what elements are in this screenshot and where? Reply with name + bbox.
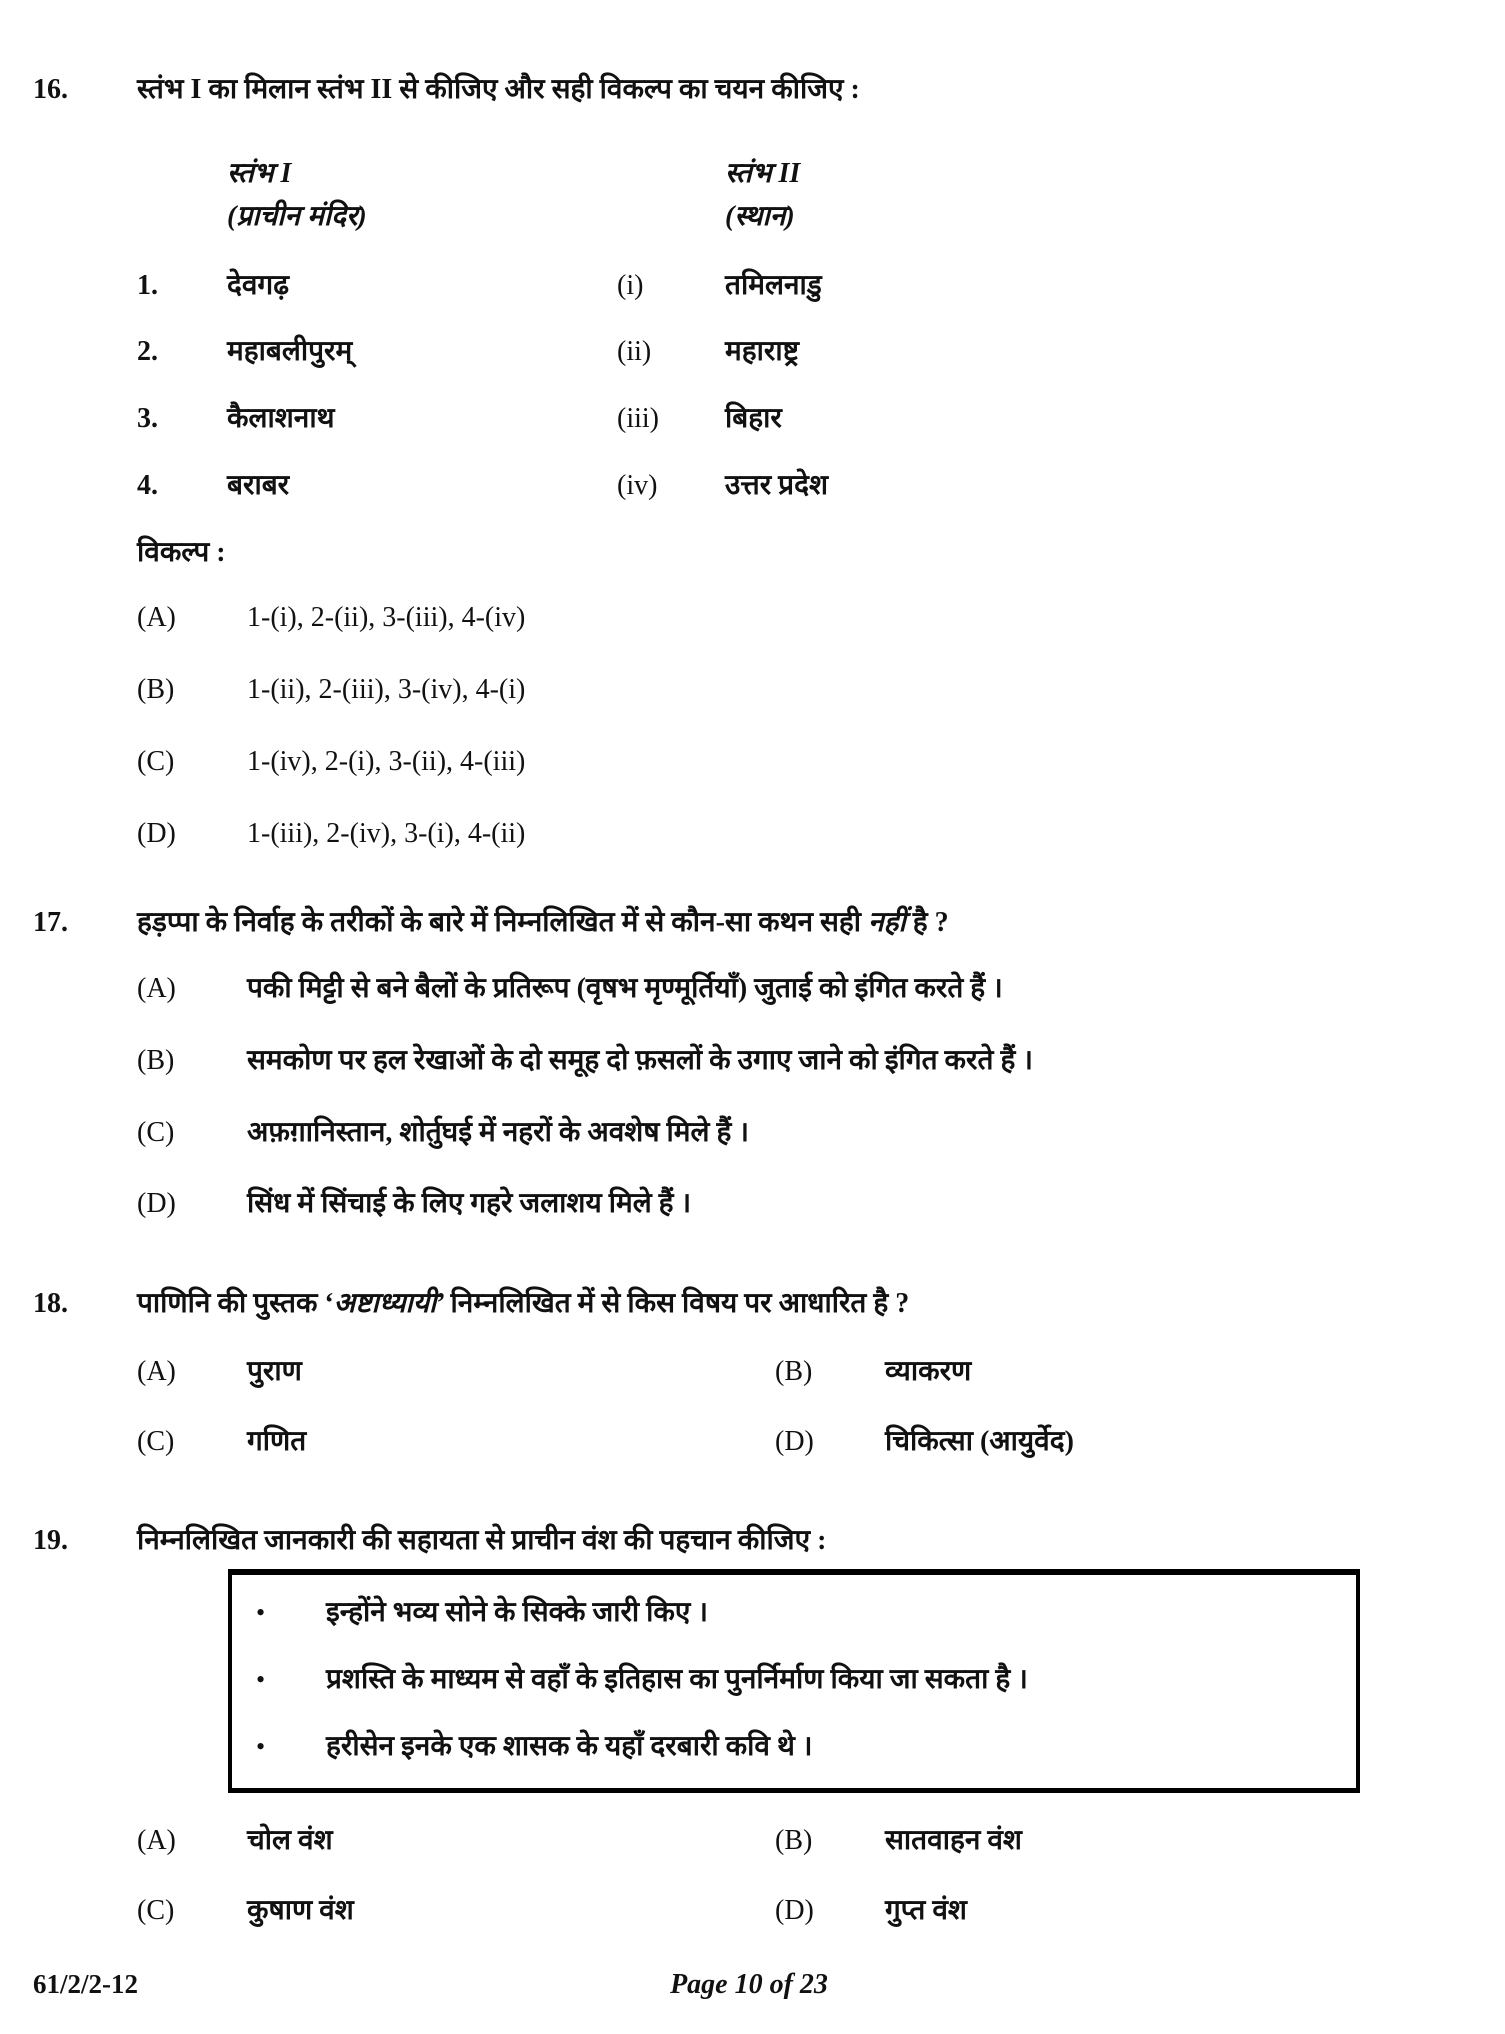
match-row-roman: (ii) [617, 336, 652, 368]
bullet-icon: • [256, 1664, 266, 1694]
q17-text-after: है ? [905, 907, 949, 939]
bullet-icon: • [256, 1598, 266, 1628]
question-18-number: 18. [33, 1288, 68, 1320]
option-text: चोल वंश [247, 1825, 333, 1857]
match-row-sn: 3. [137, 403, 158, 435]
paper-code: 61/2/2-12 [33, 1968, 138, 1999]
match-row-left: कैलाशनाथ [227, 403, 335, 435]
match-row-sn: 2. [137, 336, 158, 368]
option-letter: (B) [775, 1355, 813, 1387]
match-row-left: देवगढ़ [227, 269, 289, 301]
option-letter: (D) [775, 1895, 814, 1927]
option-text: पुराण [247, 1355, 302, 1387]
question-19 [33, 1521, 1465, 1561]
question-18-text [137, 1284, 1465, 1324]
q18-options [137, 1352, 1465, 1462]
q18-text-before: पाणिनि की पुस्तक ‘ [137, 1288, 334, 1320]
match-row-right: तमिलनाडु [725, 269, 822, 301]
option-letter: (A) [137, 602, 176, 634]
q16-options [137, 598, 1465, 853]
option-letter: (B) [137, 1044, 175, 1076]
match-row-right: बिहार [725, 403, 782, 435]
q16-column2-subtitle: (स्थान) [725, 201, 795, 233]
q17-text-before: हड़प्पा के निर्वाह के तरीकों के बारे में निम्नलिखित में से कौन-सा कथन सही [137, 907, 869, 939]
page-number: Page 10 of 23 [670, 1968, 828, 2000]
option-text: चिकित्सा (आयुर्वेद) [885, 1425, 1074, 1457]
match-row-left: बराबर [227, 469, 290, 501]
question-19-number: 19. [33, 1525, 68, 1557]
option-text: सिंध में सिंचाई के लिए गहरे जलाशय मिले हैं । [247, 1188, 692, 1220]
match-row-sn: 4. [137, 469, 158, 501]
q19-bullet-text: प्रशस्ति के माध्यम से वहाँ के इतिहास का पुनर्निर्माण किया जा सकता है । [326, 1663, 1028, 1695]
option-letter: (D) [137, 817, 176, 849]
option-letter: (B) [775, 1825, 813, 1857]
q18-text-emphasis: अष्टाध्यायी [333, 1288, 437, 1320]
q16-options-label: विकल्प : [137, 536, 226, 568]
option-text: गुप्त वंश [885, 1895, 967, 1927]
option-text: 1-(iv), 2-(i), 3-(ii), 4-(iii) [247, 745, 526, 777]
option-letter: (A) [137, 973, 176, 1005]
option-letter: (A) [137, 1355, 176, 1387]
question-16-text: स्तंभ I का मिलान स्तंभ II से कीजिए और सही विकल्प का चयन कीजिए : [137, 74, 860, 105]
option-text: 1-(ii), 2-(iii), 3-(iv), 4-(i) [247, 674, 526, 706]
option-letter: (C) [137, 1116, 175, 1148]
question-18 [33, 1284, 1465, 1324]
q18-text-after: ’ निम्नलिखित में से किस विषय पर आधारित है ? [436, 1288, 910, 1320]
match-row-roman: (i) [617, 269, 644, 301]
bullet-icon: • [256, 1731, 266, 1761]
match-row-sn: 1. [137, 269, 158, 301]
page-footer [33, 1965, 1465, 2009]
q17-text-emphasis: नहीं [868, 907, 906, 939]
option-letter: (C) [137, 1895, 175, 1927]
option-text: व्याकरण [885, 1355, 972, 1387]
q19-info-box [228, 1569, 1360, 1793]
option-text: 1-(i), 2-(ii), 3-(iii), 4-(iv) [247, 602, 526, 634]
option-text: गणित [247, 1425, 307, 1457]
option-text: सातवाहन वंश [885, 1825, 1022, 1857]
option-letter: (B) [137, 674, 175, 706]
q17-options [137, 969, 1465, 1224]
option-text: अफ़ग़ानिस्तान, शोर्तुघई में नहरों के अवशेष मिले हैं । [247, 1116, 749, 1148]
question-16 [33, 70, 1465, 110]
q19-bullet-text: इन्होंने भव्य सोने के सिक्के जारी किए । [326, 1597, 709, 1629]
match-row-roman: (iv) [617, 469, 658, 501]
question-17-text [137, 903, 1465, 943]
q19-bullet-text: हरीसेन इनके एक शासक के यहाँ दरबारी कवि थे । [326, 1730, 813, 1762]
q16-column1-title: स्तंभ I [227, 157, 292, 189]
option-letter: (D) [137, 1188, 176, 1220]
option-letter: (D) [775, 1425, 814, 1457]
option-text: समकोण पर हल रेखाओं के दो समूह दो फ़सलों के उगाए जाने को इंगित करते हैं । [247, 1044, 1033, 1076]
question-16-number: 16. [33, 74, 68, 105]
option-text: 1-(iii), 2-(iv), 3-(i), 4-(ii) [247, 817, 526, 849]
q16-column2-title: स्तंभ II [725, 157, 801, 189]
option-letter: (C) [137, 1425, 175, 1457]
match-row-roman: (iii) [617, 403, 659, 435]
question-17 [33, 903, 1465, 943]
option-text: कुषाण वंश [247, 1895, 354, 1927]
q16-match-table [137, 152, 1465, 506]
match-row-right: महाराष्ट्र [725, 336, 799, 368]
option-letter: (C) [137, 745, 175, 777]
q19-options [137, 1821, 1465, 1931]
question-17-number: 17. [33, 907, 68, 939]
match-row-right: उत्तर प्रदेश [725, 469, 828, 501]
option-text: पकी मिट्टी से बने बैलों के प्रतिरूप (वृषभ मृण्मूर्तियाँ) जुताई को इंगित करते हैं । [247, 973, 1003, 1005]
match-row-left: महाबलीपुरम् [227, 336, 353, 368]
q16-column1-header [227, 152, 617, 239]
q16-column1-subtitle: (प्राचीन मंदिर) [227, 201, 367, 233]
option-letter: (A) [137, 1825, 176, 1857]
question-19-text: निम्नलिखित जानकारी की सहायता से प्राचीन वंश की पहचान कीजिए : [137, 1525, 827, 1557]
q16-column2-header [725, 152, 1465, 239]
